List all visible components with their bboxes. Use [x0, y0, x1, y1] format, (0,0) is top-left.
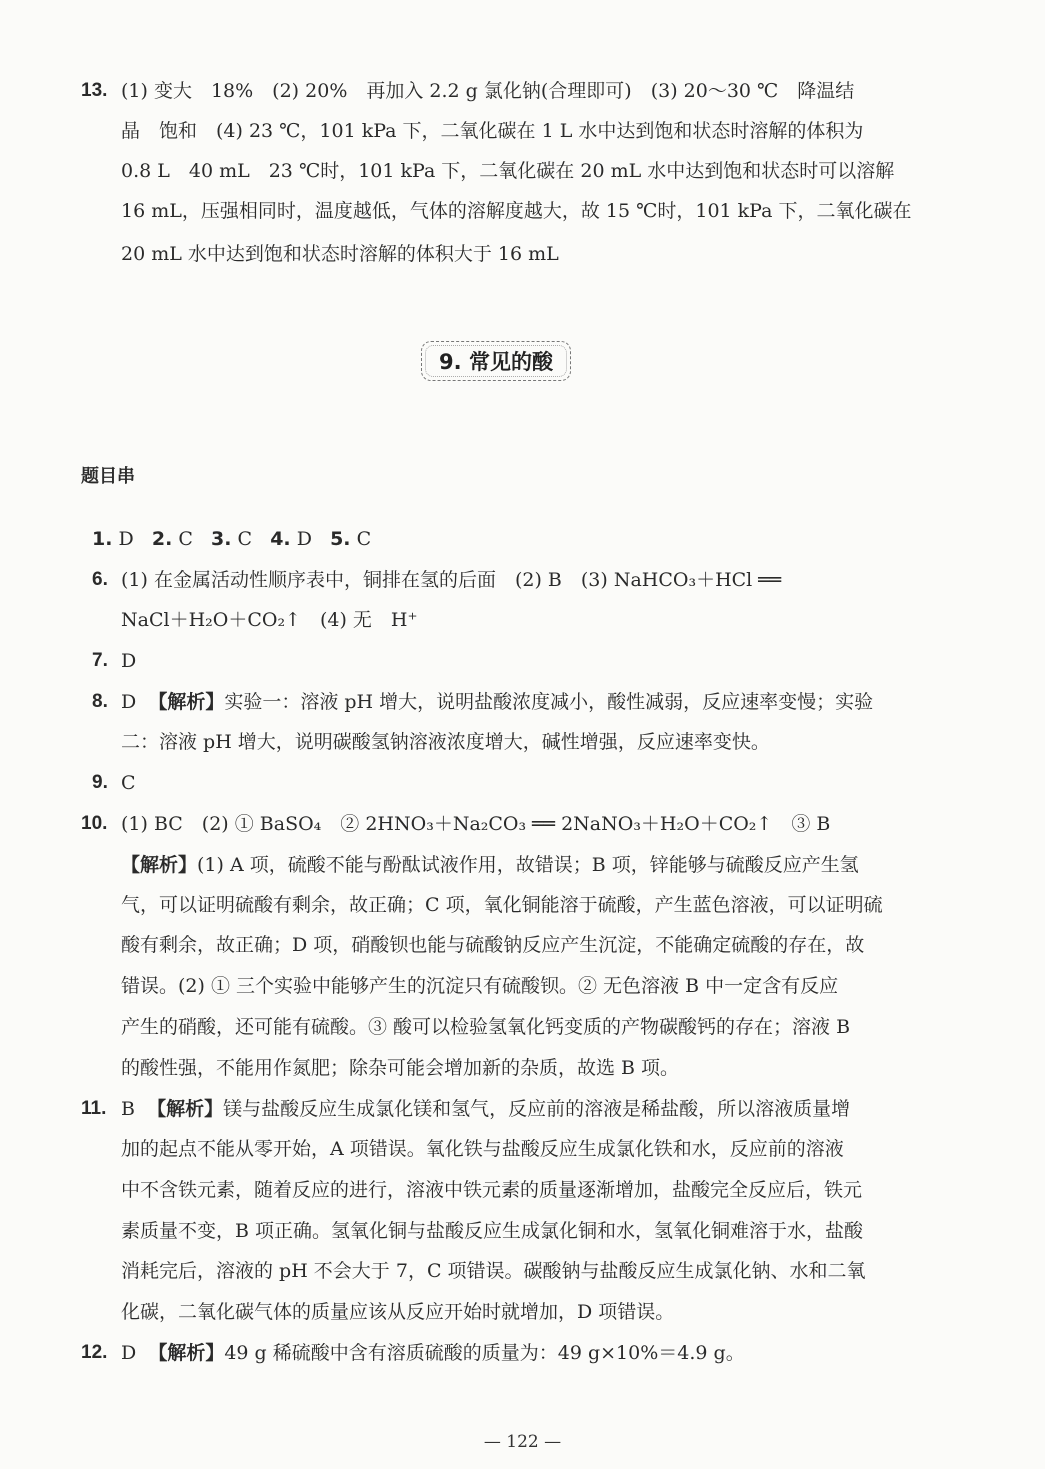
answer-line: (1) 变大 18% (2) 20% 再加入 2.2 g 氯化钠(合理即可) (3) 20～30 ℃ 降温结	[121, 80, 855, 102]
question-number: 12.	[81, 1342, 108, 1363]
answer-line: (1) 在金属活动性顺序表中，铜排在氢的后面 (2) B (3) NaHCO₃＋HCl ══	[121, 569, 782, 591]
question-number: 4.	[270, 528, 291, 550]
answer-line: 中不含铁元素，随着反应的进行，溶液中铁元素的质量逐渐增加，盐酸完全反应后，铁元	[121, 1179, 863, 1201]
question-number: 8.	[92, 691, 108, 712]
answer-line: 加的起点不能从零开始，A 项错误。氧化铁与盐酸反应生成氯化铁和水，反应前的溶液	[121, 1138, 844, 1160]
answer-row-1-5	[92, 524, 371, 554]
analysis-text: (1) A 项，硫酸不能与酚酞试液作用，故错误；B 项，锌能够与硫酸反应产生氢	[197, 854, 859, 876]
answer-value: C	[356, 528, 372, 550]
answer-line	[121, 1338, 745, 1368]
analysis-tag: 【解析】	[148, 1342, 225, 1364]
section-title-text: 9. 常见的酸	[439, 350, 553, 374]
subsection-heading: 题目串	[81, 466, 135, 487]
question-number: 10.	[81, 813, 108, 834]
answer-line: 酸有剩余，故正确；D 项，硝酸钡也能与硫酸钠反应产生沉淀，不能确定硫酸的存在，故	[121, 934, 865, 956]
analysis-text: 49 g 稀硫酸中含有溶质硫酸的质量为：49 g×10%＝4.9 g。	[224, 1342, 745, 1364]
question-number: 11.	[81, 1098, 107, 1119]
answer-value: D	[121, 1342, 137, 1364]
answer-value: D	[118, 528, 134, 550]
question-number: 9.	[92, 772, 108, 793]
analysis-tag: 【解析】	[147, 1098, 224, 1120]
answer-line: 错误。(2) ① 三个实验中能够产生的沉淀只有硫酸钡。② 无色溶液 B 中一定含有反应	[121, 975, 839, 997]
answer-value: D	[296, 528, 312, 550]
analysis-tag: 【解析】	[148, 691, 225, 713]
question-number: 13.	[81, 80, 108, 101]
answer-line: 的酸性强，不能用作氮肥；除杂可能会增加新的杂质，故选 B 项。	[121, 1057, 680, 1079]
answer-value: C	[121, 772, 136, 794]
analysis-text: 镁与盐酸反应生成氯化镁和氢气，反应前的溶液是稀盐酸，所以溶液质量增	[223, 1098, 851, 1120]
answer-line: 0.8 L 40 mL 23 ℃时，101 kPa 下，二氧化碳在 20 mL 水中达到饱和状态时可以溶解	[121, 160, 895, 182]
answer-line: 消耗完后，溶液的 pH 不会大于 7，C 项错误。碳酸钠与盐酸反应生成氯化钠、水和二氧	[121, 1260, 866, 1282]
answer-line	[121, 687, 873, 717]
question-number: 5.	[330, 528, 351, 550]
answer-line: 素质量不变，B 项正确。氢氧化铜与盐酸反应生成氯化铜和水，氢氧化铜难溶于水，盐酸	[121, 1220, 864, 1242]
answer-line: 晶 饱和 (4) 23 ℃，101 kPa 下，二氧化碳在 1 L 水中达到饱和状态时溶解的体积为	[121, 120, 864, 142]
answer-line: 16 mL，压强相同时，温度越低，气体的溶解度越大，故 15 ℃时，101 kPa 下，二氧化碳在	[121, 200, 912, 222]
answer-line: 化碳，二氧化碳气体的质量应该从反应开始时就增加，D 项错误。	[121, 1301, 675, 1323]
answer-line: 气，可以证明硫酸有剩余，故正确；C 项，氧化铜能溶于硫酸，产生蓝色溶液，可以证明硫	[121, 894, 883, 916]
analysis-text: 实验一：溶液 pH 增大，说明盐酸浓度减小，酸性减弱，反应速率变慢；实验	[224, 691, 874, 713]
answer-line: NaCl＋H₂O＋CO₂↑ (4) 无 H⁺	[121, 609, 418, 631]
page-number: — 122 —	[483, 1432, 562, 1452]
answer-value: D	[121, 650, 137, 672]
answer-value: B	[121, 1098, 135, 1120]
answer-line	[121, 850, 859, 880]
answer-line: 二：溶液 pH 增大，说明碳酸氢钠溶液浓度增大，碱性增强，反应速率变快。	[121, 731, 770, 753]
answer-value: C	[178, 528, 193, 550]
question-number: 7.	[92, 650, 108, 671]
analysis-tag: 【解析】	[121, 854, 198, 876]
answer-line	[121, 1094, 850, 1124]
question-number: 6.	[92, 569, 108, 590]
answer-line: 产生的硝酸，还可能有硫酸。③ 酸可以检验氢氧化钙变质的产物碳酸钙的存在；溶液 B	[121, 1016, 851, 1038]
answer-line: 20 mL 水中达到饱和状态时溶解的体积大于 16 mL	[121, 243, 559, 265]
answer-line: (1) BC (2) ① BaSO₄ ② 2HNO₃＋Na₂CO₃ ══ 2NaNO₃＋H₂O＋CO₂↑ ③ B	[121, 813, 831, 835]
question-number: 1.	[92, 528, 113, 550]
section-title	[421, 341, 571, 381]
question-number: 3.	[211, 528, 232, 550]
answer-value: C	[237, 528, 253, 550]
question-number: 2.	[151, 528, 173, 550]
answer-value: D	[121, 691, 137, 713]
